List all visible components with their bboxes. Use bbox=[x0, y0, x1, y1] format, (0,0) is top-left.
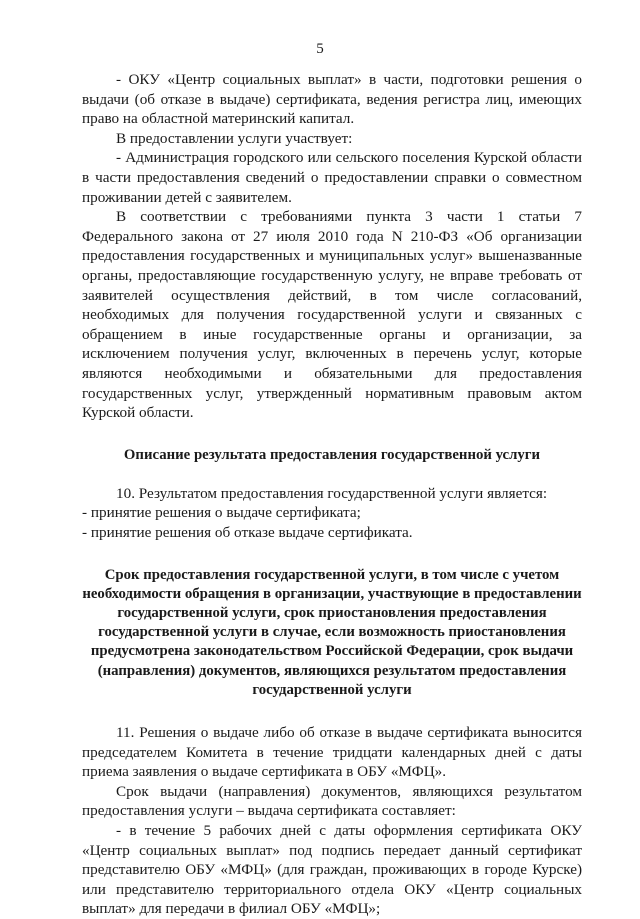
page-number: 5 bbox=[316, 41, 324, 57]
paragraph-issue-term-intro: Срок выдачи (направления) документов, являющихся результатом предоставления услуги – выдача сертификата составляет: bbox=[82, 782, 582, 820]
paragraph-result-intro: 10. Результатом предоставления государственной услуги является: bbox=[116, 484, 548, 502]
section-heading-terms: Срок предоставления государственной услуги, в том числе с учетом необходимости обращения в организации, участвующие в предоставлении государственной услуги, срок приостановления предоставления государственной услуги в случае, если возможность приостановления предусмотрена законодательством Российской Федерации, срок выдачи (направления) документов, являющихся результатом предоставления государственной услуги bbox=[82, 566, 582, 698]
paragraph-participants-intro: В предоставлении услуги участвует: bbox=[116, 129, 353, 147]
section-heading-result: Описание результата предоставления государственной услуги bbox=[123, 446, 541, 463]
list-item-issue-decision: - принятие решения о выдаче сертификата; bbox=[82, 504, 361, 522]
list-item-refusal-decision: - принятие решения об отказе выдаче сертификата. bbox=[82, 524, 413, 542]
list-item-transfer-term: - в течение 5 рабочих дней с даты оформления сертификата ОКУ «Центр социальных выплат» под подпись передает данный сертификат представителю ОБУ «МФЦ» (для граждан, проживающих в городе Курске) или представителю территориального отдела ОКУ «Центр социальных выплат» для передачи в филиал ОБУ «МФЦ»; bbox=[82, 822, 582, 918]
paragraph-administration-role: - Администрация городского или сельского поселения Курской области в части предоставления сведений о предоставлении справки о совместном проживании детей с заявителем. bbox=[82, 149, 582, 206]
paragraph-federal-law: В соответствии с требованиями пункта 3 части 1 статьи 7 Федерального закона от 27 июля 2010 года N 210-ФЗ «Об организации предоставления государственных и муниципальных услуг» вышеназванные органы, предоставляющие государственную услугу, не вправе требовать от заявителей осуществления действий, в том числе согласований, необходимых для получения государственной услуги и связанных с обращением в иные государственные органы и организации, за исключением получения услуг, включенных в перечень услуг, которые являются необходимыми и обязательными для предоставления государственных услуг, утвержденный нормативным правовым актом Курской области. bbox=[82, 208, 582, 422]
paragraph-decision-term: 11. Решения о выдаче либо об отказе в выдаче сертификата выносится председателем Комитета в течение тридцати календарных дней с даты приема заявления о выдаче сертификата в ОБУ «МФЦ». bbox=[82, 724, 582, 781]
document-body bbox=[82, 70, 582, 919]
paragraph-oku-role: - ОКУ «Центр социальных выплат» в части, подготовки решения о выдачи (об отказе в выдаче) сертификата, ведения регистра лиц, имеющих право на областной материнский капитал. bbox=[82, 71, 582, 128]
